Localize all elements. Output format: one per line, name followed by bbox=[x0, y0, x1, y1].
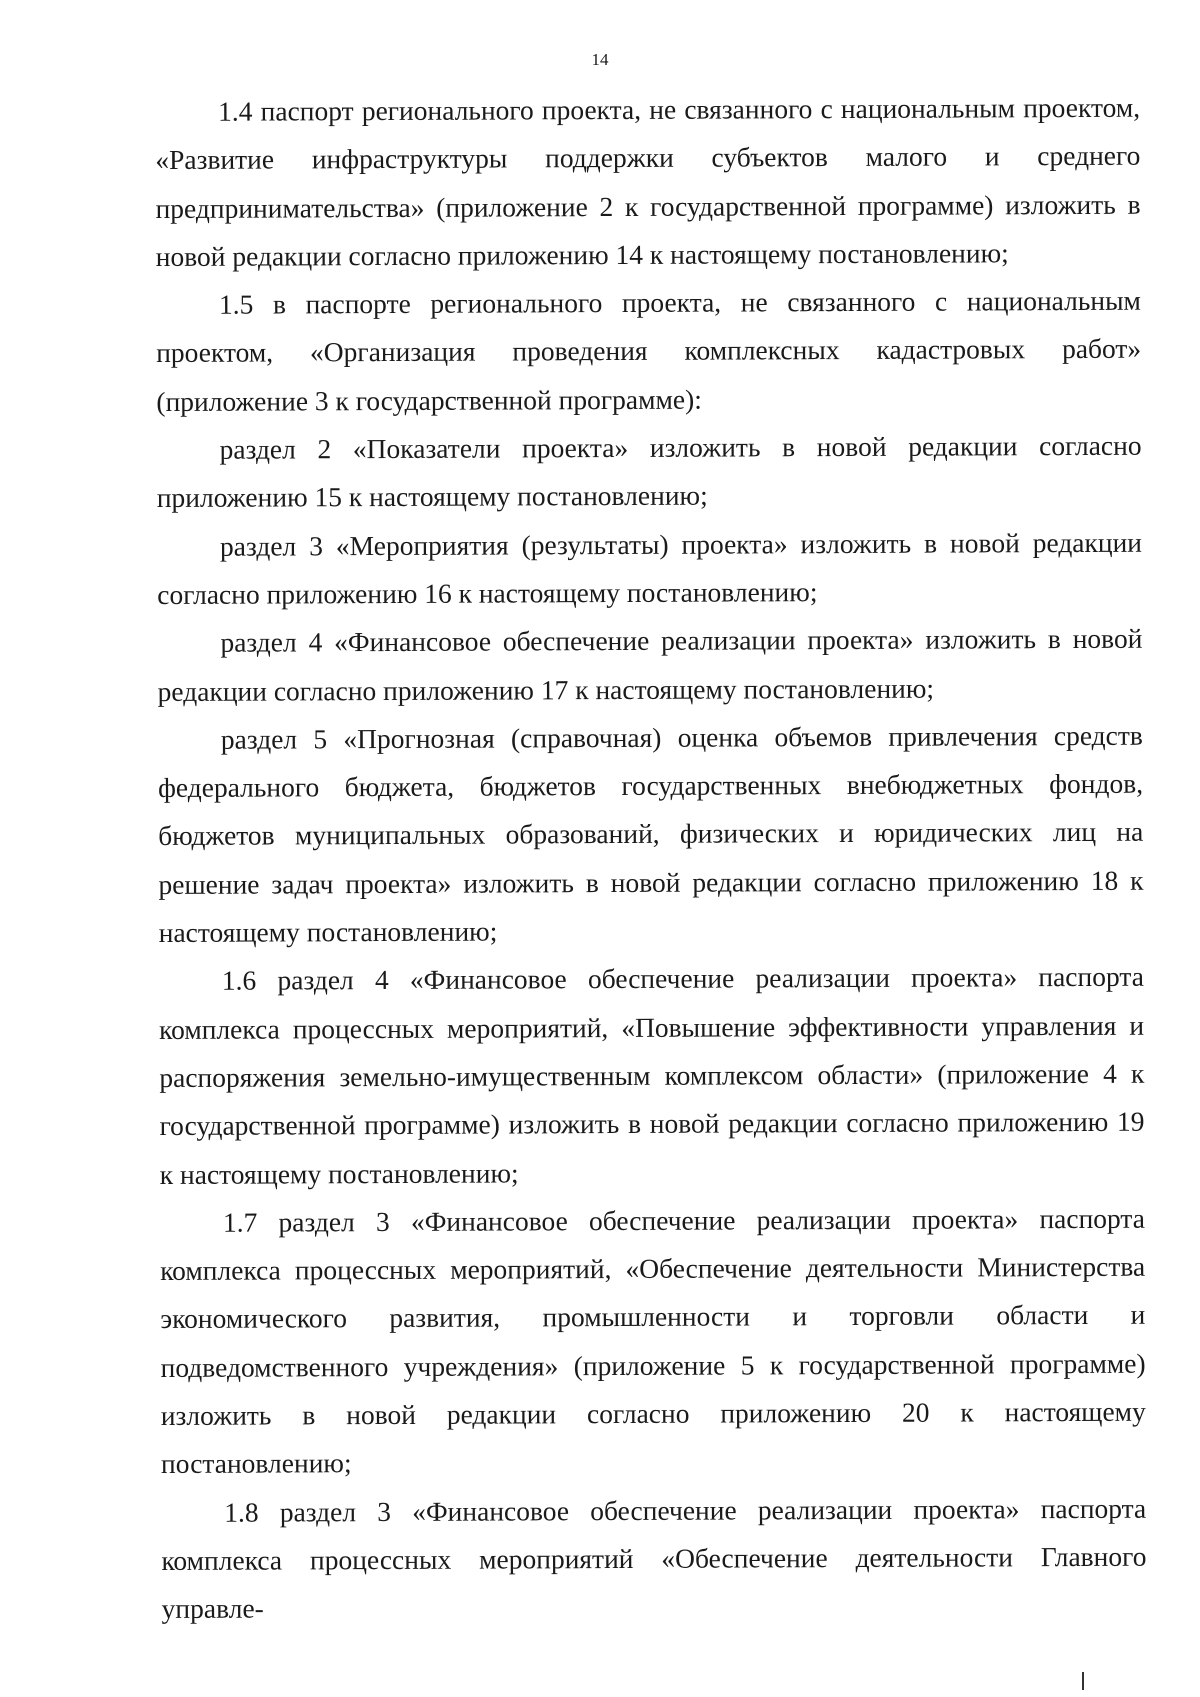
document-body bbox=[155, 84, 1147, 1634]
paragraph-1-8: 1.8 раздел 3 «Финансовое обеспечение реализации проекта» паспорта комплекса процессных мероприятий «Обеспечение деятельности Главного управле- bbox=[161, 1492, 1147, 1625]
paragraph-section-4: раздел 4 «Финансовое обеспечение реализации проекта» изложить в новой редакции согласно приложению 17 к настоящему постановлению; bbox=[157, 622, 1143, 707]
paragraph-section-2: раздел 2 «Показатели проекта» изложить в новой редакции согласно приложению 15 к настоящему постановлению; bbox=[156, 429, 1142, 514]
paragraph-1-5: 1.5 в паспорте регионального проекта, не связанного с национальным проектом, «Организация проведения комплексных кадастровых работ» (приложение 3 к государственной программе): bbox=[156, 284, 1142, 417]
page-number: 14 bbox=[591, 50, 609, 69]
paragraph-section-5: раздел 5 «Прогнозная (справочная) оценка объемов привлечения средств федерального бюджета, бюджетов государственных внебюджетных фондов, бюджетов муниципальных образований, физических и юридических лиц на решение задач проекта» изложить в новой редакции согласно приложению 18 к настоящему постановлению; bbox=[157, 719, 1144, 949]
paragraph-1-6: 1.6 раздел 4 «Финансовое обеспечение реализации проекта» паспорта комплекса процессных мероприятий, «Повышение эффективности управления и распоряжения земельно-имущественным комплексом области» (приложение 4 к государственной программе) изложить в новой редакции согласно приложению 19 к настоящему постановлению; bbox=[159, 961, 1145, 1190]
paragraph-section-3: раздел 3 «Мероприятия (результаты) проекта» изложить в новой редакции согласно приложению 16 к настоящему постановлению; bbox=[157, 526, 1143, 610]
paragraph-1-4: 1.4 паспорт регионального проекта, не связанного с национальным проектом, «Развитие инфраструктуры поддержки субъектов малого и среднего предпринимательства» (приложение 2 к государственной программе) изложить в новой редакции согласно приложению 14 к настоящему постановлению; bbox=[155, 91, 1141, 272]
paragraph-1-7: 1.7 раздел 3 «Финансовое обеспечение реализации проекта» паспорта комплекса процессных мероприятий, «Обеспечение деятельности Министерства экономического развития, промышленности и торговли области и подведомственного учреждения» (приложение 5 к государственной программе) изложить в новой редакции согласно приложению 20 к настоящему постановлению; bbox=[160, 1202, 1146, 1480]
scan-edge-mark bbox=[1082, 1672, 1084, 1690]
